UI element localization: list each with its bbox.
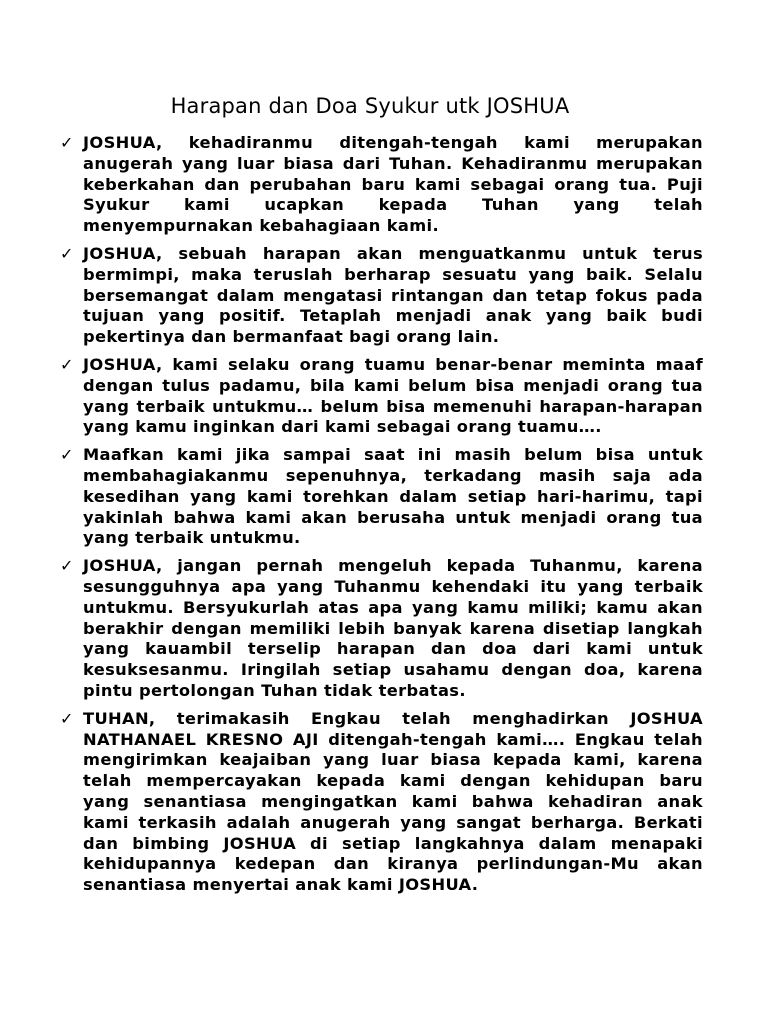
check-icon: ✓ bbox=[60, 556, 74, 576]
check-icon: ✓ bbox=[60, 133, 74, 152]
list-item bbox=[60, 133, 703, 237]
list-item-text: JOSHUA, jangan pernah mengeluh kepada Tuhanmu, karena sesungguhnya apa yang Tuhanmu kehendaki itu yang terbaik untukmu. Bersyukurlah atas apa yang kamu miliki; kamu akan berakhir dengan memiliki lebih banyak karena disetiap langkah yang kauambil terselip harapan dan doa dari kami untuk kesuksesanmu. Iringilah setiap usahamu dengan doa, karena pintu pertolongan Tuhan tidak terbatas. bbox=[83, 556, 703, 700]
list-item bbox=[60, 445, 703, 549]
list-item bbox=[60, 244, 703, 348]
document-title: Harapan dan Doa Syukur utk JOSHUA bbox=[170, 94, 570, 118]
list-item-text: TUHAN, terimakasih Engkau telah menghadirkan JOSHUA NATHANAEL KRESNO AJI ditengah-tengah kami…. Engkau telah mengirimkan keajaiban yang luar biasa kepada kami, karena telah mempercayakan kepada kami dengan kehidupan baru yang senantiasa mengingatkan kami bahwa kehadiran anak kami terkasih adalah anugerah yang sangat berharga. Berkati dan bimbing JOSHUA di setiap langkahnya dalam menapaki kehidupannya kedepan dan kiranya perlindungan-Mu akan senantiasa menyertai anak kami JOSHUA. bbox=[83, 708, 703, 895]
list-item-text: JOSHUA, kehadiranmu ditengah-tengah kami merupakan anugerah yang luar biasa dari Tuhan. Kehadiranmu merupakan keberkahan dan perubahan baru kami sebagai orang tua. Puji Syukur kami ucapkan kepada Tuhan yang telah menyempurnakan kebahagiaan kami. bbox=[83, 133, 703, 236]
check-icon: ✓ bbox=[60, 708, 74, 728]
list-item-text: Maafkan kami jika sampai saat ini masih belum bisa untuk membahagiakanmu sepenuhnya, terkadang masih saja ada kesedihan yang kami torehkan dalam setiap hari-harimu, tapi yakinlah bahwa kami akan berusaha untuk menjadi orang tua yang terbaik untukmu. bbox=[83, 445, 703, 548]
list-item-text: JOSHUA, kami selaku orang tuamu benar-benar meminta maaf dengan tulus padamu, bila kami belum bisa menjadi orang tua yang terbaik untukmu… belum bisa memenuhi harapan-harapan yang kamu inginkan dari kami sebagai orang tuamu…. bbox=[83, 354, 703, 437]
list-item-text: JOSHUA, sebuah harapan akan menguatkanmu untuk terus bermimpi, maka teruslah berharap sesuatu yang baik. Selalu bersemangat dalam mengatasi rintangan dan tetap fokus pada tujuan yang positif. Tetaplah menjadi anak yang baik budi pekertinya dan bermanfaat bagi orang lain. bbox=[83, 243, 703, 347]
prayer-list bbox=[60, 133, 703, 903]
list-item bbox=[60, 355, 703, 438]
check-icon: ✓ bbox=[60, 445, 74, 465]
check-icon: ✓ bbox=[60, 243, 74, 263]
list-item bbox=[60, 556, 703, 702]
list-item bbox=[60, 709, 703, 896]
check-icon: ✓ bbox=[60, 354, 74, 374]
